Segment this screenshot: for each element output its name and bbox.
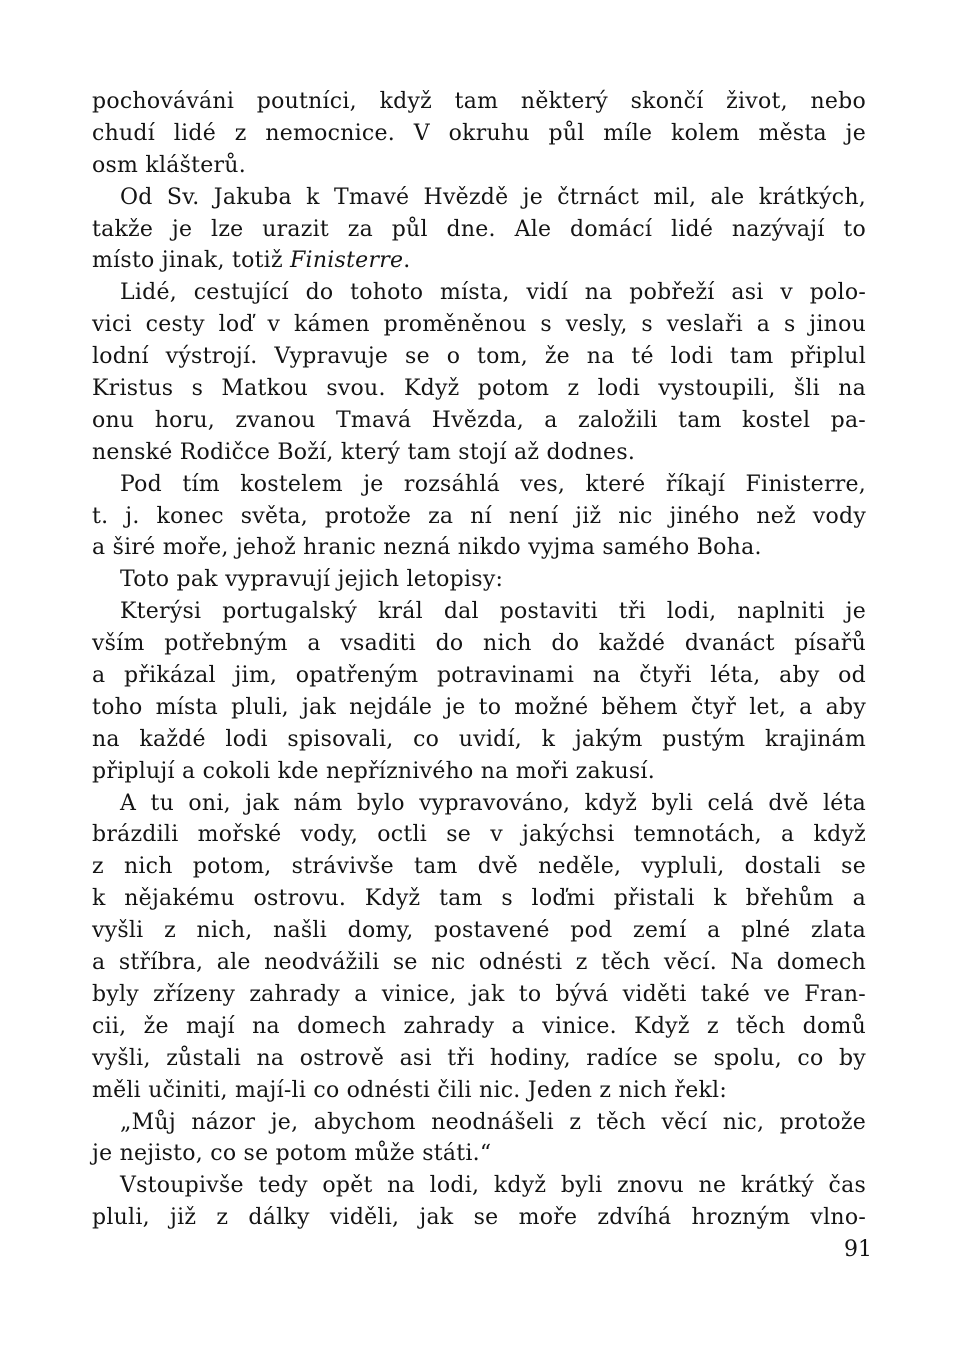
- text-line: vyšli z nich, našli domy, postavené pod zemí a plné zlata: [92, 918, 866, 944]
- text-line: a stříbra, ale neodvážili se nic odnésti z těch věcí. Na domech: [92, 950, 866, 976]
- text-line: z nich potom, strávivše tam dvě neděle, vypluli, dostali se: [92, 854, 866, 880]
- text-line: Od Sv. Jakuba k Tmavé Hvězdě je čtrnáct mil, ale krátkých,: [120, 184, 866, 210]
- body-text: [92, 86, 866, 1234]
- text-fragment: .: [403, 248, 411, 274]
- italic-term: Finisterre: [290, 248, 404, 274]
- text-line: chudí lidé z nemocnice. V okruhu půl míle kolem města je: [92, 120, 866, 146]
- text-line: takže je lze urazit za půl dne. Ale domácí lidé nazývají to: [92, 216, 866, 242]
- text-line: Lidé, cestující do tohoto místa, vidí na pobřeží asi v polo-: [120, 280, 866, 306]
- text-line: měli učiniti, mají-li co odnésti čili nic. Jeden z nich řekl:: [92, 1077, 727, 1103]
- text-line: Toto pak vypravují jejich letopisy:: [120, 567, 504, 593]
- text-line: vici cesty loď v kámen proměněnou s vesly, s veslaři a s jinou: [92, 312, 866, 338]
- text-line: pluli, již z dálky viděli, jak se moře zdvíhá hrozným vlno-: [92, 1205, 866, 1231]
- text-line: nenské Rodičce Boží, který tam stojí až dodnes.: [92, 439, 636, 465]
- text-line: Kristus s Matkou svou. Když potom z lodi vystoupili, šli na: [92, 376, 866, 402]
- text-line: Pod tím kostelem je rozsáhlá ves, které říkají Finisterre,: [120, 471, 866, 497]
- text-line: „Můj názor je, abychom neodnášeli z těch věcí nic, protože: [120, 1109, 866, 1135]
- text-line: Vstoupivše tedy opět na lodi, když byli znovu ne krátký čas: [120, 1173, 866, 1199]
- text-line: vším potřebným a vsaditi do nich do každé dvanáct písařů: [92, 631, 866, 657]
- text-line: a širé moře, jehož hranic nezná nikdo vyjma samého Boha.: [92, 535, 762, 561]
- text-line: brázdili mořské vody, octli se v jakýchsi temnotách, a když: [92, 822, 866, 848]
- text-line: osm klášterů.: [92, 152, 246, 178]
- page-number: 91: [844, 1237, 872, 1262]
- text-fragment: místo jinak, totiž: [92, 248, 291, 274]
- text-line: A tu oni, jak nám bylo vypravováno, když byli celá dvě léta: [120, 790, 866, 816]
- text-line: pochováváni poutníci, když tam některý skončí život, nebo: [92, 89, 866, 114]
- text-line: vyšli, zůstali na ostrově asi tři hodiny, radíce se spolu, co by: [92, 1045, 866, 1071]
- text-line: onu horu, zvanou Tmavá Hvězda, a založili tam kostel pa-: [92, 407, 866, 433]
- text-line: připlují a cokoli kde nepříznivého na moři zakusí.: [92, 758, 655, 784]
- text-line: cii, že mají na domech zahrady a vinice. Když z těch domů: [92, 1013, 866, 1039]
- text-line: na každé lodi spisovali, co uvidí, k jakým pustým krajinám: [92, 726, 866, 752]
- text-line: a přikázal jim, opatřeným potravinami na čtyři léta, aby od: [92, 663, 866, 689]
- text-line: je nejisto, co se potom může státi.“: [92, 1141, 492, 1167]
- text-line: byly zřízeny zahrady a vinice, jak to bývá viděti také ve Fran-: [92, 981, 866, 1007]
- text-line: t. j. konec světa, protože za ní není již nic jiného než vody: [92, 503, 866, 529]
- text-line: k nějakému ostrovu. Když tam s loďmi přistali k břehům a: [92, 886, 866, 912]
- text-line: Kterýsi portugalský král dal postaviti tři lodi, naplniti je: [120, 599, 866, 625]
- text-line: toho místa pluli, jak nejdále je to možné během čtyř let, a aby: [92, 694, 866, 720]
- text-line: lodní výstrojí. Vypravuje se o tom, že na té lodi tam připlul: [92, 344, 866, 370]
- text-line: [92, 245, 866, 277]
